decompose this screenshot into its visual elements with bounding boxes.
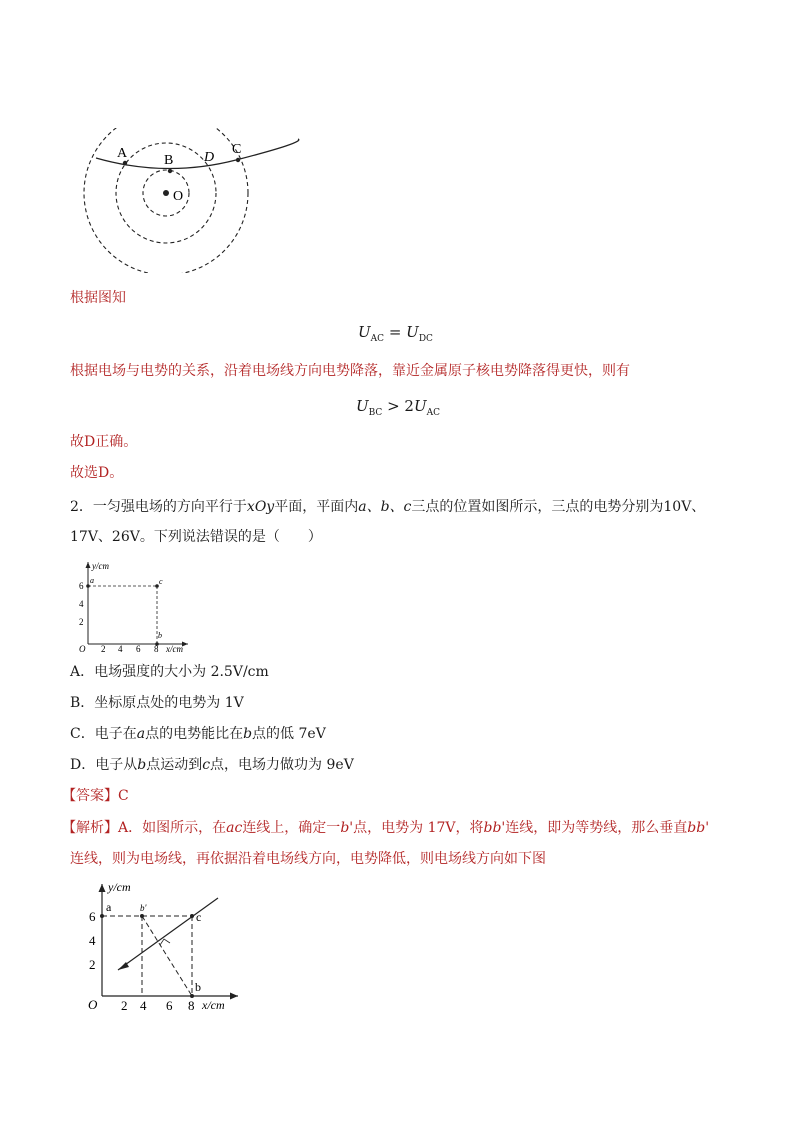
- label-a: A: [117, 146, 128, 161]
- field-line: [118, 898, 218, 970]
- option-d: D．电子从b点运动到c点，电场力做功为 9eV: [70, 757, 354, 773]
- paragraph-choose-d: 故选D。: [70, 465, 124, 481]
- equipotential-line-bb: [142, 916, 192, 996]
- svg-text:b: b: [195, 980, 201, 994]
- right-angle-mark: [160, 939, 170, 945]
- analysis-line-1: 【解析】A．如图所示，在ac连线上，确定一b'点，电势为 17V，将bb'连线，即为等势线，那么垂直bb': [62, 820, 710, 836]
- svg-text:c: c: [159, 577, 163, 586]
- coordinate-figure-field-lines: [78, 878, 243, 1013]
- coordinate-figure-small: [68, 556, 193, 656]
- svg-text:2: 2: [101, 644, 106, 654]
- option-a: A．电场强度的大小为 2.5V/cm: [70, 664, 269, 680]
- svg-text:6: 6: [136, 644, 141, 654]
- svg-text:x/cm: x/cm: [202, 998, 225, 1012]
- point-c: [190, 914, 194, 918]
- equipotential-diagram: [78, 128, 308, 273]
- svg-text:4: 4: [89, 933, 96, 948]
- outer-equipotential-circle: [84, 128, 248, 273]
- svg-text:4: 4: [79, 599, 84, 609]
- option-c: C．电子在a点的电势能比在b点的低 7eV: [70, 726, 326, 742]
- svg-text:O: O: [79, 644, 86, 654]
- svg-text:6: 6: [89, 909, 96, 924]
- svg-text:8: 8: [188, 998, 195, 1013]
- question-2-line-2: 17V、26V。下列说法错误的是（ ）: [70, 529, 322, 545]
- svg-text:2: 2: [89, 957, 96, 972]
- svg-text:4: 4: [118, 644, 123, 654]
- svg-text:c: c: [196, 910, 202, 924]
- point-a: [100, 914, 104, 918]
- svg-text:b': b': [140, 903, 147, 913]
- point-b-prime: [140, 914, 144, 918]
- point-a-dot: [123, 161, 127, 165]
- svg-text:y/cm: y/cm: [92, 561, 109, 571]
- svg-text:2: 2: [121, 998, 128, 1013]
- paragraph-intro: 根据图知: [70, 290, 126, 306]
- svg-text:b: b: [158, 631, 162, 640]
- question-2-line-1: 2．一匀强电场的方向平行于xOy平面，平面内a、b、c三点的位置如图所示，三点的电势分别为10V、: [70, 499, 706, 515]
- svg-text:a: a: [90, 576, 94, 585]
- svg-text:O: O: [88, 997, 98, 1012]
- svg-text:x/cm: x/cm: [166, 644, 183, 654]
- svg-text:a: a: [106, 900, 112, 914]
- paragraph-d-correct: 故D正确。: [70, 434, 138, 450]
- svg-text:y/cm: y/cm: [108, 880, 131, 894]
- point-c-dot: [236, 158, 240, 162]
- svg-text:6: 6: [166, 998, 173, 1013]
- answer-line: 【答案】C: [62, 788, 129, 804]
- svg-text:6: 6: [79, 581, 84, 591]
- label-o: O: [173, 189, 184, 204]
- label-c: C: [232, 142, 242, 157]
- nucleus-dot: [163, 190, 169, 196]
- analysis-line-2: 连线，则为电场线，再依据沿着电场线方向，电势降低，则电场线方向如下图: [70, 851, 546, 867]
- option-b: B．坐标原点处的电势为 1V: [70, 695, 244, 711]
- paragraph-relation: 根据电场与电势的关系，沿着电场线方向电势降落，靠近金属原子核电势降落得更快，则有: [70, 363, 630, 379]
- equation-uac-udc: $U_{AC} = U_{DC}$: [358, 323, 433, 344]
- label-b: B: [164, 153, 174, 168]
- label-d: D: [204, 150, 215, 165]
- svg-text:2: 2: [79, 617, 84, 627]
- point-b-dot: [168, 169, 172, 173]
- svg-text:8: 8: [154, 644, 159, 654]
- equation-ubc-2uac: $U_{BC} > 2U_{AC}$: [356, 397, 441, 418]
- svg-text:4: 4: [140, 998, 147, 1013]
